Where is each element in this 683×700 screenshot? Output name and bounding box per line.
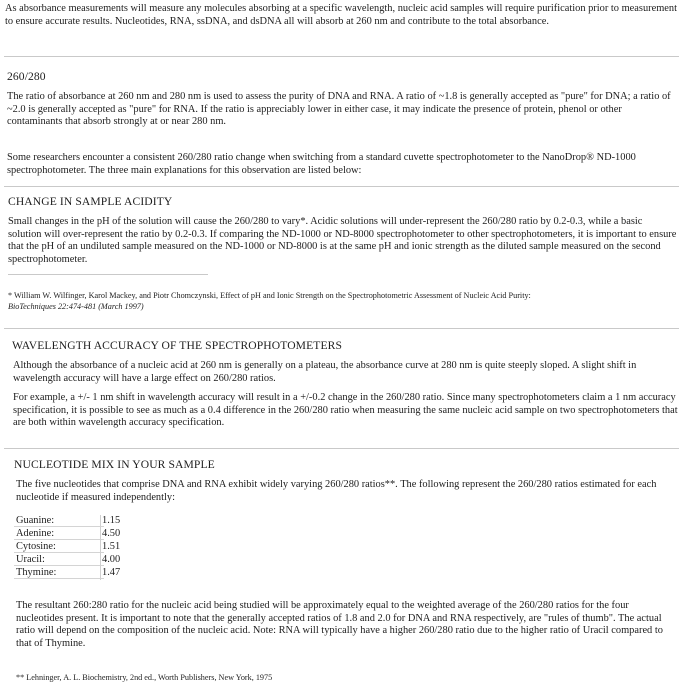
divider <box>4 56 679 57</box>
nucleotide-ratio-value: 4.00 <box>102 554 121 565</box>
wavelength-heading: WAVELENGTH ACCURACY OF THE SPECTROPHOTOMETERS <box>12 339 343 352</box>
row-divider <box>14 578 104 579</box>
wavelength-paragraph-1: Although the absorbance of a nucleic acid at 260 nm is generally on a plateau, the absorbance curve at 280 nm is quite steeply sloped. A slight shift in wavelength accuracy will have a large effect on 260/280 ratios. <box>13 360 637 384</box>
nucleotide-name: Adenine: <box>16 528 55 539</box>
nucleotide-name: Guanine: <box>16 515 55 526</box>
row-divider <box>14 565 104 566</box>
acidity-paragraph: Small changes in the pH of the solution will cause the 260/280 to vary*. Acidic solutions will under-represent the 260/280 ratio by 0.2-0.3, while a basic solution will over-represent the ratio by 0.2-0.3. If comparing the ND-1000 or ND-8000 spectrophotometer to other spectrophotometers, it is important to ensure that the pH of an undiluted sample measured on the ND-1000 or ND-8000 is at the same pH and ionic strength as the diluted sample measured on the second spectrophotometer. <box>8 216 677 265</box>
row-divider <box>14 539 104 540</box>
acidity-footnote-line1: * William W. Wilfinger, Karol Mackey, and Piotr Chomczynski, Effect of pH and Ionic Strength on the Spectrophotometric Assessment of Nucleic Acid Purity: <box>8 291 531 300</box>
divider <box>8 274 208 275</box>
nucleotide-footnote: ** Lehninger, A. L. Biochemistry, 2nd ed., Worth Publishers, New York, 1975 <box>16 673 273 682</box>
nucleotide-name: Uracil: <box>16 554 45 565</box>
nucleotide-name: Thymine: <box>16 567 57 578</box>
column-divider <box>100 515 101 580</box>
row-divider <box>14 526 104 527</box>
divider <box>4 328 679 329</box>
nucleotide-ratio-value: 1.51 <box>102 541 121 552</box>
divider <box>4 186 679 187</box>
row-divider <box>14 552 104 553</box>
nucleotide-heading: NUCLEOTIDE MIX IN YOUR SAMPLE <box>14 458 215 471</box>
nucleotide-paragraph-1: The five nucleotides that comprise DNA and RNA exhibit widely varying 260/280 ratios**. The following represent the 260/280 ratios estimated for each nucleotide if measured independently: <box>16 479 657 503</box>
nucleotide-ratio-value: 1.15 <box>102 515 121 526</box>
ratio-section-title: 260/280 <box>7 70 46 83</box>
nucleotide-ratio-table <box>0 515 220 587</box>
acidity-heading: CHANGE IN SAMPLE ACIDITY <box>8 195 173 208</box>
ratio-paragraph-2: Some researchers encounter a consistent 260/280 ratio change when switching from a standard cuvette spectrophotometer to the NanoDrop® ND-1000 spectrophotometer. The three main explanations for this observation are listed below: <box>7 152 636 176</box>
nucleotide-ratio-value: 4.50 <box>102 528 121 539</box>
nucleotide-ratio-value: 1.47 <box>102 567 121 578</box>
intro-paragraph: As absorbance measurements will measure any molecules absorbing at a specific wavelength, nucleic acid samples will require purification prior to measurement to ensure accurate results. Nucleotides, RNA, ssDNA, and dsDNA all will absorb at 260 nm and contribute to the total absorbance. <box>5 3 677 27</box>
acidity-footnote <box>8 290 680 312</box>
acidity-footnote-line2: BioTechniques 22:474-481 (March 1997) <box>8 302 144 311</box>
nucleotide-name: Cytosine: <box>16 541 56 552</box>
nucleotide-paragraph-2: The resultant 260:280 ratio for the nucleic acid being studied will be approximately equal to the weighted average of the 260/280 ratios for the four nucleotides present. It is important to note that the generally accepted ratios of 1.8 and 2.0 for DNA and RNA respectively, are "rules of thumb". The actual ratio will depend on the composition of the nucleic acid. Note: RNA will typically have a higher 260/280 ratio due to the higher ratio of Uracil compared to that of Thymine. <box>16 600 663 649</box>
ratio-paragraph-1: The ratio of absorbance at 260 nm and 280 nm is used to assess the purity of DNA and RNA. A ratio of ~1.8 is generally accepted as "pure" for DNA; a ratio of ~2.0 is generally accepted as "pure" for RNA. If the ratio is appreciably lower in either case, it may indicate the presence of protein, phenol or other contaminants that absorb strongly at or near 280 nm. <box>7 91 671 128</box>
wavelength-paragraph-2: For example, a +/- 1 nm shift in wavelength accuracy will result in a +/-0.2 change in the 260/280 ratio. Since many spectrophotometers claim a 1 nm accuracy specification, it is possible to see as much as a 0.4 difference in the 260/280 ratio when measuring the same nucleic acid sample on two spectrophotometers that are both within wavelength accuracy specification. <box>13 392 678 429</box>
divider <box>4 448 679 449</box>
